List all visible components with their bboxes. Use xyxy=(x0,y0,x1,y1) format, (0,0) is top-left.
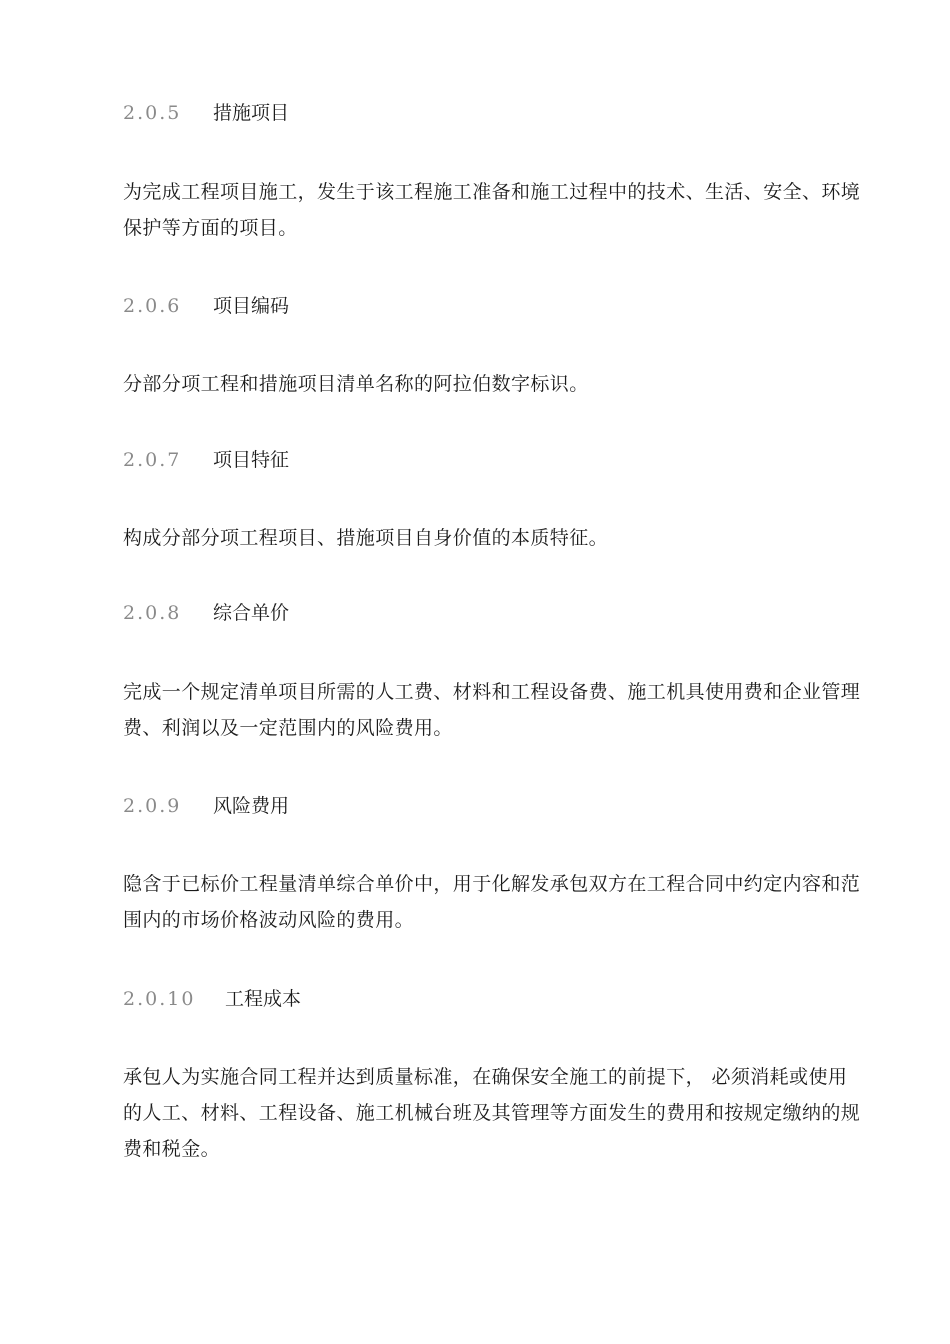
section-definition: 承包人为实施合同工程并达到质量标准，在确保安全施工的前提下， 必须消耗或使用的人工、材料、工程设备、施工机械台班及其管理等方面发生的费用和按规定缴纳的规费和税金。 xyxy=(123,1066,861,1160)
section-heading xyxy=(123,100,863,126)
section-definition: 构成分部分项工程项目、措施项目自身价值的本质特征。 xyxy=(123,527,609,549)
section-number: 2.0.6 xyxy=(123,295,182,317)
section-heading xyxy=(123,293,863,319)
section-definition: 完成一个规定清单项目所需的人工费、材料和工程设备费、施工机具使用费和企业管理费、利润以及一定范围内的风险费用。 xyxy=(123,681,861,739)
section-heading xyxy=(123,600,863,626)
section-definition: 为完成工程项目施工，发生于该工程施工准备和施工过程中的技术、生活、安全、环境保护等方面的项目。 xyxy=(123,181,861,239)
section-number: 2.0.9 xyxy=(123,795,182,817)
section-heading xyxy=(123,447,863,473)
section-term: 项目特征 xyxy=(213,449,290,471)
section-number: 2.0.8 xyxy=(123,602,182,624)
section-number: 2.0.7 xyxy=(123,449,182,471)
section-number: 2.0.5 xyxy=(123,102,182,124)
section-definition: 分部分项工程和措施项目清单名称的阿拉伯数字标识。 xyxy=(123,373,589,395)
section-heading xyxy=(123,986,863,1012)
section-term: 工程成本 xyxy=(225,988,302,1010)
section-definition: 隐含于已标价工程量清单综合单价中，用于化解发承包双方在工程合同中约定内容和范围内的市场价格波动风险的费用。 xyxy=(123,873,861,931)
section-term: 综合单价 xyxy=(213,602,290,624)
section-heading xyxy=(123,793,863,819)
section-number: 2.0.10 xyxy=(123,988,196,1010)
section-term: 措施项目 xyxy=(213,102,290,124)
section-term: 风险费用 xyxy=(213,795,290,817)
section-term: 项目编码 xyxy=(213,295,290,317)
